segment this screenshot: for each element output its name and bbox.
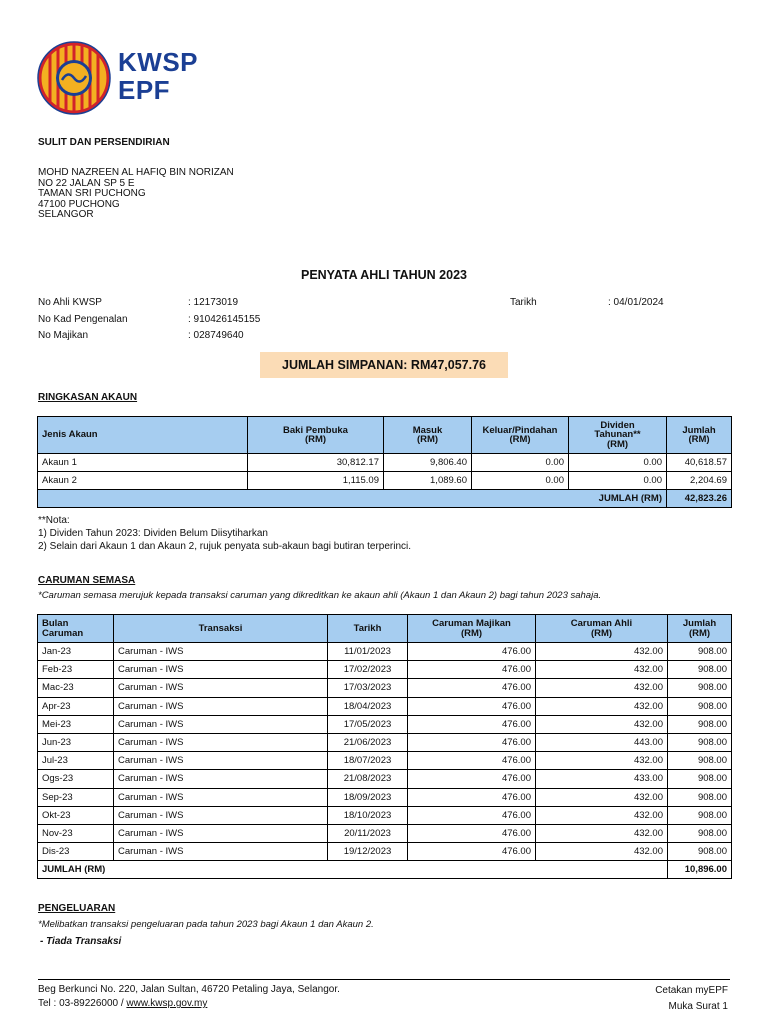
footer-divider (38, 979, 730, 980)
cell: 908.00 (668, 715, 732, 733)
cell: Feb-23 (38, 661, 114, 679)
col-header: Baki Pembuka (RM) (248, 417, 384, 454)
cell: 17/02/2023 (328, 661, 408, 679)
cell: Akaun 1 (38, 454, 248, 472)
footer-meta (655, 983, 728, 1015)
cell: 476.00 (408, 752, 536, 770)
col-header: Dividen Tahunan** (RM) (569, 417, 667, 454)
col-header: Transaksi (114, 615, 328, 643)
cell: 18/09/2023 (328, 788, 408, 806)
cell: Caruman - IWS (114, 715, 328, 733)
withdrawals-title: PENGELUARAN (38, 903, 116, 914)
cell: 19/12/2023 (328, 843, 408, 861)
footer-contact (38, 983, 340, 1011)
col-header: Tarikh (328, 615, 408, 643)
note-item: 2) Selain dari Akaun 1 dan Akaun 2, rujuk penyata sub-akaun bagi butiran terperinci. (38, 541, 412, 552)
confidential-label: SULIT DAN PERSENDIRIAN (38, 137, 170, 148)
cell: 432.00 (536, 843, 668, 861)
employer-label: No Majikan (38, 330, 89, 341)
cell: Jan-23 (38, 643, 114, 661)
table-row (38, 661, 732, 679)
cell: Akaun 2 (38, 472, 248, 490)
total-savings-box: JUMLAH SIMPANAN: RM47,057.76 (260, 352, 508, 378)
address-line: 47100 PUCHONG (38, 198, 120, 210)
cell: Ogs-23 (38, 770, 114, 788)
address-line: MOHD NAZREEN AL HAFIQ BIN NORIZAN (38, 167, 234, 178)
cell: 1,115.09 (248, 472, 384, 490)
table-header-row (38, 615, 732, 643)
footer-address: Beg Berkunci No. 220, Jalan Sultan, 46720 Petaling Jaya, Selangor. (38, 984, 340, 995)
cell: 443.00 (536, 733, 668, 751)
contributions-note: *Caruman semasa merujuk kepada transaksi caruman yang dikreditkan ke akaun ahli (Akaun 1 dan Akaun 2) bagi tahun 2023 sahaja. (38, 590, 602, 601)
total-label: JUMLAH (RM) (38, 490, 667, 508)
col-header: Jumlah (RM) (667, 417, 732, 454)
total-value: 42,823.26 (667, 490, 732, 508)
cell: 476.00 (408, 733, 536, 751)
cell: 17/03/2023 (328, 679, 408, 697)
cell: 433.00 (536, 770, 668, 788)
withdrawals-note: *Melibatkan transaksi pengeluaran pada tahun 2023 bagi Akaun 1 dan Akaun 2. (38, 919, 374, 930)
cell: 432.00 (536, 824, 668, 842)
website-link[interactable]: www.kwsp.gov.my (126, 998, 208, 1009)
table-header-row (38, 417, 732, 454)
table-row (38, 643, 732, 661)
notes (38, 514, 411, 553)
table-row (38, 454, 732, 472)
cell: 908.00 (668, 679, 732, 697)
cell: 0.00 (472, 454, 569, 472)
cell: 0.00 (472, 472, 569, 490)
cell: Nov-23 (38, 824, 114, 842)
statement-title: PENYATA AHLI TAHUN 2023 (300, 268, 467, 282)
col-header: Keluar/Pindahan (RM) (472, 417, 569, 454)
cell: 476.00 (408, 806, 536, 824)
notes-heading: **Nota: (38, 515, 70, 526)
cell: 476.00 (408, 661, 536, 679)
cell: Sep-23 (38, 788, 114, 806)
address-line: TAMAN SRI PUCHONG (38, 188, 146, 199)
cell: Jun-23 (38, 733, 114, 751)
cell: 908.00 (668, 788, 732, 806)
cell: Caruman - IWS (114, 697, 328, 715)
cell: Caruman - IWS (114, 770, 328, 788)
table-row (38, 715, 732, 733)
ic-value: : 910426145155 (188, 314, 261, 325)
cell: 0.00 (569, 454, 667, 472)
cell: 908.00 (668, 770, 732, 788)
cell: Apr-23 (38, 697, 114, 715)
ic-label: No Kad Pengenalan (38, 314, 128, 325)
cell: 2,204.69 (667, 472, 732, 490)
cell: 432.00 (536, 788, 668, 806)
member-no-label: No Ahli KWSP (38, 297, 102, 308)
logo-line-kwsp: KWSP (118, 47, 198, 77)
cell: 432.00 (536, 806, 668, 824)
account-summary-title: RINGKASAN AKAUN (38, 392, 138, 403)
address-line: NO 22 JALAN SP 5 E (38, 177, 135, 189)
cell: 432.00 (536, 643, 668, 661)
cell: Caruman - IWS (114, 752, 328, 770)
table-total-row (38, 490, 732, 508)
date-value: : 04/01/2024 (608, 297, 664, 308)
cell: 908.00 (668, 824, 732, 842)
table-row (38, 697, 732, 715)
cell: Caruman - IWS (114, 679, 328, 697)
cell: 432.00 (536, 661, 668, 679)
cell: 30,812.17 (248, 454, 384, 472)
cell: Caruman - IWS (114, 733, 328, 751)
table-row (38, 824, 732, 842)
employer-value: : 028749640 (188, 330, 244, 341)
cell: 476.00 (408, 679, 536, 697)
cell: Caruman - IWS (114, 843, 328, 861)
cell: 908.00 (668, 843, 732, 861)
cell: Mei-23 (38, 715, 114, 733)
cell: Caruman - IWS (114, 643, 328, 661)
table-row (38, 752, 732, 770)
cell: Jul-23 (38, 752, 114, 770)
col-header: Caruman Majikan (RM) (408, 615, 536, 643)
no-transactions-label: - Tiada Transaksi (40, 936, 122, 947)
logo-line-epf: EPF (118, 75, 171, 105)
cell: 18/04/2023 (328, 697, 408, 715)
cell: 476.00 (408, 843, 536, 861)
cell: 908.00 (668, 806, 732, 824)
col-header: Jumlah (RM) (668, 615, 732, 643)
cell: 908.00 (668, 752, 732, 770)
total-value: 10,896.00 (668, 861, 732, 879)
kwsp-emblem-icon (36, 40, 114, 116)
cell: 20/11/2023 (328, 824, 408, 842)
table-row (38, 472, 732, 490)
cell: 18/07/2023 (328, 752, 408, 770)
cell: 11/01/2023 (328, 643, 408, 661)
cell: 18/10/2023 (328, 806, 408, 824)
cell: 476.00 (408, 824, 536, 842)
table-row (38, 806, 732, 824)
cell: 908.00 (668, 733, 732, 751)
col-header: Caruman Ahli (RM) (536, 615, 668, 643)
cell: 0.00 (569, 472, 667, 490)
cell: 908.00 (668, 643, 732, 661)
contributions-title: CARUMAN SEMASA (38, 575, 136, 586)
cell: 40,618.57 (667, 454, 732, 472)
table-row (38, 770, 732, 788)
cell: 432.00 (536, 752, 668, 770)
footer-tel: Tel : 03-89226000 / (38, 998, 124, 1009)
cell: Caruman - IWS (114, 788, 328, 806)
table-row (38, 679, 732, 697)
page-number: Muka Surat 1 (668, 1001, 728, 1012)
col-header: Bulan Caruman (38, 615, 114, 643)
footer-tel-line (38, 997, 340, 1011)
cell: Caruman - IWS (114, 806, 328, 824)
cell: Caruman - IWS (114, 661, 328, 679)
cell: 476.00 (408, 697, 536, 715)
cell: Okt-23 (38, 806, 114, 824)
table-row (38, 788, 732, 806)
total-label: JUMLAH (RM) (38, 861, 668, 879)
col-header: Masuk (RM) (384, 417, 472, 454)
cell: 432.00 (536, 715, 668, 733)
cell: Dis-23 (38, 843, 114, 861)
cell: 476.00 (408, 715, 536, 733)
cell: 432.00 (536, 679, 668, 697)
cell: Mac-23 (38, 679, 114, 697)
cell: 908.00 (668, 661, 732, 679)
date-label: Tarikh (510, 297, 537, 308)
table-total-row (38, 861, 732, 879)
cell: 476.00 (408, 788, 536, 806)
cell: 476.00 (408, 643, 536, 661)
contributions-table (37, 614, 732, 879)
cell: 17/05/2023 (328, 715, 408, 733)
member-no-value: : 12173019 (188, 297, 239, 308)
member-address (38, 168, 234, 221)
cell: 432.00 (536, 697, 668, 715)
cell: 21/06/2023 (328, 733, 408, 751)
cell: 908.00 (668, 697, 732, 715)
table-row (38, 733, 732, 751)
cell: Caruman - IWS (114, 824, 328, 842)
address-line: SELANGOR (38, 209, 94, 220)
cell: 9,806.40 (384, 454, 472, 472)
logo-wordmark (118, 48, 198, 104)
cell: 1,089.60 (384, 472, 472, 490)
cell: 21/08/2023 (328, 770, 408, 788)
table-row (38, 843, 732, 861)
note-item: 1) Dividen Tahun 2023: Dividen Belum Diisytiharkan (38, 528, 268, 539)
account-summary-table (37, 416, 732, 508)
col-header: Jenis Akaun (38, 417, 248, 454)
print-source: Cetakan myEPF (655, 985, 728, 996)
cell: 476.00 (408, 770, 536, 788)
